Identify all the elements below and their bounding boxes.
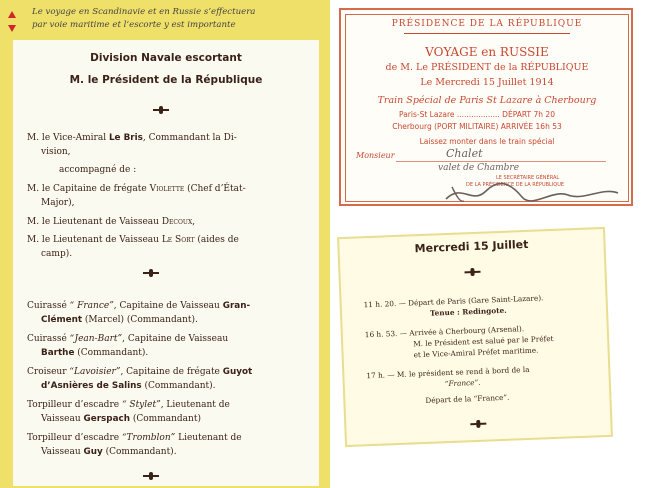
ticket-subtitle: de M. Le PRÉSIDENT de la RÉPUBLIQUE xyxy=(385,62,589,73)
ticket-line xyxy=(396,161,606,162)
ornament-icon xyxy=(143,269,159,277)
division-navale-card xyxy=(13,40,319,486)
officer-accompanied: accompagné de : xyxy=(59,165,137,175)
ornament-icon xyxy=(464,268,480,277)
ticket-inner-frame xyxy=(345,14,629,202)
ship-line: Vaisseau Guy (Commandant). xyxy=(41,447,177,457)
ship-line: Cuirassé “ France”, Capitaine de Vaisseau Gran- xyxy=(27,301,251,311)
ship-line: Cuirassé “Jean-Bart”, Capitaine de Vaisseau xyxy=(27,334,229,344)
officer-line: Major), xyxy=(41,198,75,208)
ticket-handwritten-role: valet de Chambre xyxy=(438,163,520,173)
ship-line: Torpilleur d’escadre “ Stylet”, Lieutenant de xyxy=(27,400,230,410)
program-title: Mercredi 15 Juillet xyxy=(414,237,529,256)
card-title-line-1: Division Navale escortant xyxy=(90,52,242,64)
arrow-down-icon[interactable] xyxy=(8,25,16,32)
ship-line: Barthe (Commandant). xyxy=(41,348,149,358)
ticket-header: PRÉSIDENCE DE LA RÉPUBLIQUE xyxy=(391,19,583,29)
signature-icon xyxy=(442,179,622,207)
arrow-up-icon[interactable] xyxy=(8,11,16,18)
program-tenue: Tenue : Redingote. xyxy=(429,305,507,318)
program-entry: 17 h. — M. le président se rend à bord de la xyxy=(366,364,530,381)
caption-text xyxy=(32,6,328,32)
program-entry-detail: “France”. xyxy=(444,377,481,389)
program-entry: 16 h. 53. — Arrivée à Cherbourg (Arsenal). xyxy=(364,324,525,340)
officer-line: vision, xyxy=(41,147,71,157)
program-entry: 11 h. 20. — Départ de Paris (Gare Saint-Lazare). xyxy=(363,293,544,310)
officer-line: camp). xyxy=(41,249,73,259)
program-card xyxy=(337,227,613,447)
officer-line: M. le Lieutenant de Vaisseau Decoux, xyxy=(27,217,196,227)
program-entry-detail: et le Vice-Amiral Préfet maritime. xyxy=(413,345,539,360)
ticket-laissez: Laissez monter dans le train spécial xyxy=(419,137,555,146)
ship-line: d’Asnières de Salins (Commandant). xyxy=(41,381,216,391)
ticket-secretary: LE SECRÉTAIRE GÉNÉRAL xyxy=(496,175,560,181)
ornament-icon xyxy=(143,472,159,480)
caption xyxy=(8,6,326,42)
caption-line-2: par voie maritime et l’escorte y est importante xyxy=(32,20,236,30)
ticket-rule xyxy=(404,33,570,34)
ticket-departure: Paris-St Lazare .................. DÉPART 7h 20 xyxy=(399,110,555,119)
ship-line: Vaisseau Gerspach (Commandant) xyxy=(41,414,201,424)
ticket-train: Train Spécial de Paris St Lazare à Cherbourg xyxy=(377,95,597,106)
ornament-icon xyxy=(470,420,486,429)
program-entry: Départ de la “France”. xyxy=(425,392,510,405)
program-entry-detail: M. le Président est salué par le Préfet xyxy=(413,333,554,349)
ship-line: Clément (Marcel) (Commandant). xyxy=(41,315,198,325)
ticket-arrival: Cherbourg (PORT MILITAIRE) ARRIVÉE 16h 53 xyxy=(392,122,562,131)
officer-line: M. le Capitaine de frégate Violette (Chef d’État- xyxy=(27,184,246,194)
ship-line: Croiseur “Lavoisier”, Capitaine de frégate Guyot xyxy=(27,367,253,377)
ship-line: Torpilleur d’escadre “Tromblon” Lieutenant de xyxy=(27,433,242,443)
train-ticket xyxy=(339,8,633,206)
ticket-voyage: VOYAGE en RUSSIE xyxy=(425,45,549,59)
officer-line: M. le Lieutenant de Vaisseau Le Sort (aides de xyxy=(27,235,239,245)
card-title-line-2: M. le Président de la République xyxy=(69,74,263,86)
ticket-monsieur: Monsieur xyxy=(356,151,395,160)
ticket-handwritten-name: Chalet xyxy=(446,147,483,160)
ticket-date: Le Mercredi 15 Juillet 1914 xyxy=(420,77,554,88)
caption-line-1: Le voyage en Scandinavie et en Russie s’effectuera xyxy=(32,7,256,17)
ornament-icon xyxy=(153,106,169,114)
officer-line: M. le Vice-Amiral Le Bris, Commandant la Di- xyxy=(27,133,237,143)
nav-arrows xyxy=(8,8,20,42)
ticket-secretary-2: DE LA PRÉSIDENCE DE LA RÉPUBLIQUE xyxy=(466,182,565,188)
